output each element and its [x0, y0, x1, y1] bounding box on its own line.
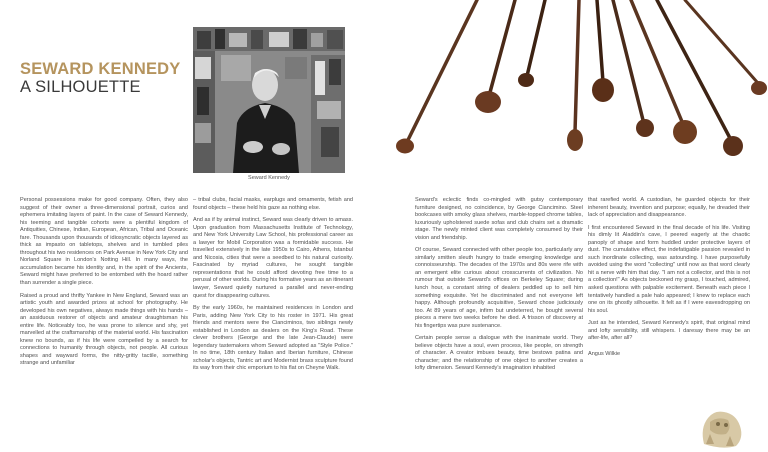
paragraph: Seward's eclectic finds co-mingled with gutsy contemporary furniture designed, no coincidence, by George Ciancimino. Steel bookcases with smoky glass shelves, marble-topped chrome tables, luxuriously upholstered suede sofas and club chairs set a dramatic stage. The newly minted client was completely consumed by their vision and friendship.: [415, 197, 583, 241]
paragraph: I first encountered Seward in the final decade of his life. Visiting his dimly lit Aladdin's cave, I peered eagerly at the chaotic panoply of shape and form huddled under protective layers of dust. The cumulative effect, the indefatigable passion revealed in such inordinate collecting, was astounding. I have purposefully avoided using the word "collecting" until now as that word clearly hit a nerve with him that day. "I am not a collector, and this is not a collection!" As objects beckoned my grasp, I touched, admired, asked questions with palpable excitement. Beneath each piece I tentatively handled a pale halo appeared; I knew to replace each one on its ghostly silhouette. It felt as if I were eavesdropping on his soul.: [588, 224, 750, 314]
article-subtitle: A SILHOUETTE: [20, 78, 141, 96]
paragraph: Personal possessions make for good company. Often, they also suggest of their owner a three-dimensional portrait, curios and ephemera imitating layers of paint. In the case of Seward Kennedy, his teeming and tangible cohorts were a plentiful kingdom of Antiquities, Chinese, Indian, European, African, Tribal and Oceanic fare. Thousands upon thousands of idiosyncratic objects layered as thick as impasto on tabletops, shelves and in tumbled piles throughout his two residences on Park Avenue in New York City and Norland Square in London's Notting Hill. In many ways, the accumulation became his identity and, in the spirit of the Ancients, Seward might have preferred to be entombed with the hoard rather than surrender a single piece.: [20, 197, 188, 287]
article-column-4: [588, 197, 750, 363]
paragraph: Just as he intended, Seward Kennedy's spirit, that original mind and lofty sensibility, still whispers. I daresay there may be an after-life, after all?: [588, 320, 750, 342]
article-column-2: [193, 197, 353, 378]
carved-figure-image: [696, 404, 746, 450]
tribal-clubs-photo: [385, 0, 768, 170]
photo-caption: Seward Kennedy: [248, 175, 290, 181]
paragraph: And as if by animal instinct, Seward was clearly driven to amass. Upon graduation from Massachusetts Institute of Technology, and New York University Law School, his professional career as a lawyer for Mobil Corporation was a formidable success. He travelled extensively in the late 1950s to Cairo, Athens, Istanbul and Nicosia, cities that were a seedbed to his natural curiosity. Fascinated by myriad cultures, he sought tangible representations that he could afford devoting free time to a perusal of other worlds. During his formative years as an itinerant lawyer, Seward quietly nurtured a parallel and never-ending quest for disappearing cultures.: [193, 217, 354, 299]
article-column-1: [20, 197, 188, 373]
paragraph: Certain people sense a dialogue with the inanimate world. They believe objects have a soul, even process, like people, on strength of character. A creator imbues beauty, time bestows patina and character; and the relationship of one object to another creates a lofty dimension. Seward Kennedy's imagination inhabited: [415, 335, 583, 372]
portrait-photo: [193, 27, 345, 173]
paragraph: – tribal clubs, facial masks, earplugs and ornaments, fetish and found objects – these held his gaze as nothing else.: [193, 197, 353, 211]
paragraph: Raised a proud and thrifty Yankee in New England, Seward was an artistic youth and awarded prizes at school for photography. He developed his own negatives, always made things with his hands – an assiduous restorer of objects and amateur draughtsman his entire life. Noticeably too, he was prone to silence and shy, yet marvelled at the craftsmanship of the material world. His fascination knew no bounds, as if his life were compelled by a search for connections to humanity through objects, not people. All curious shapes and wayward forms, the nitty-gritty tactile, something strange and unfamiliar: [20, 292, 188, 367]
article-title: SEWARD KENNEDY: [20, 60, 181, 78]
paragraph: that rarefied world. A custodian, he guarded objects for their inherent beauty, invention and purpose; equally, he dreaded their lack of appreciation and disappearance.: [588, 197, 750, 219]
paragraph: Of course, Seward connected with other people too, particularly any similarly smitten sleuth hungry to trade emerging knowledge and connoisseurship. The decades of the 1970s and 80s were rife with an emergent elite curious about crosscurrents of civilization. No rumour that outside Seward's offices on Berkeley Square; during lunch hour, a constant string of dealers peddled up to sell him something exquisite. Yet he discriminated and not everyone left happy. Although profoundly acquisitive, Seward chose judiciously too. At 89 years of age, infirm but undeterred, he bought several pieces a mere two weeks before he died. A frisson of discovery at his fingertips was pure sustenance.: [415, 247, 583, 329]
paragraph: By the early 1960s, he maintained residences in London and Paris, adding New York City to his roster in 1971. His great friends and mentors were the Cianciminos, two siblings newly established in London as dealers on the King's Road. These clever brothers (George and the late Jean-Claude) were legendary tastemakers whom Seward adopted as "Style Police." In no time, 18th century Italian and Iberian furniture, Chinese scholar's objects, Tantric art and Modernist brass sculpture found its way from their chic emporium to his flat on Cheyne Walk.: [193, 305, 353, 372]
portrait-illustration: [193, 27, 345, 173]
author-signature: Angus Wilkie: [588, 350, 621, 357]
article-column-3: [415, 197, 583, 378]
